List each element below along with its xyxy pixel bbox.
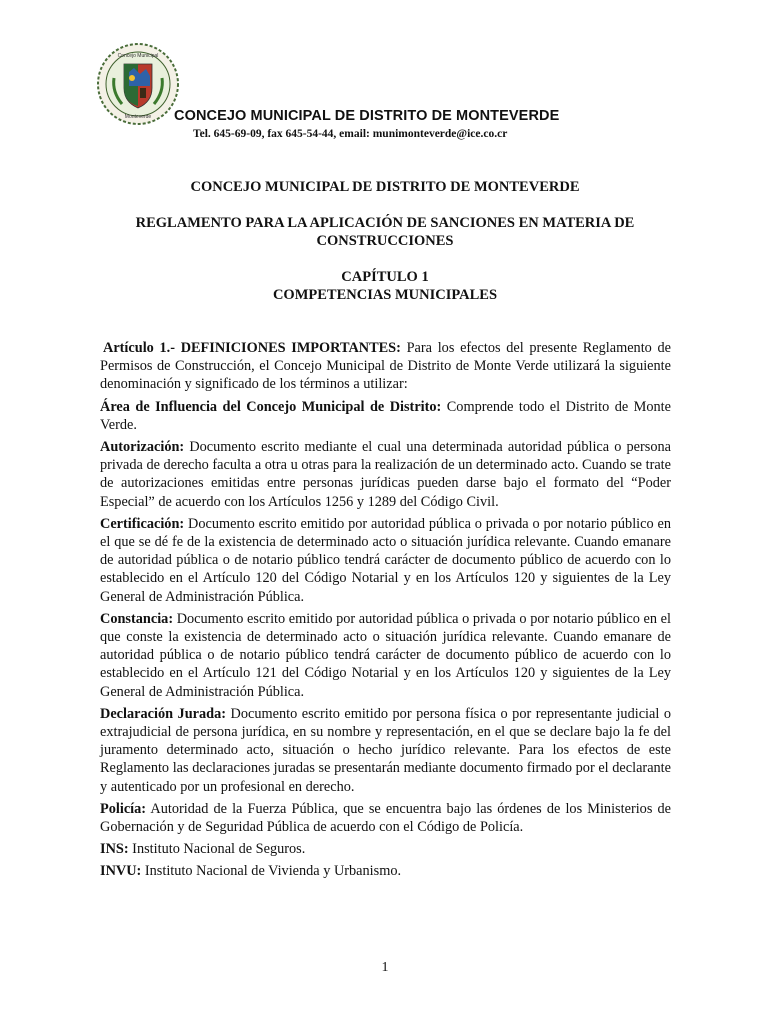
definition-item [100, 800, 671, 836]
chapter-title: COMPETENCIAS MUNICIPALES [272, 287, 498, 303]
definition-text: Comprende todo el Distrito de Monte Verde. [100, 398, 671, 433]
definition-term: Constancia: [100, 610, 174, 627]
definition-text: Instituto Nacional de Seguros. [128, 841, 306, 858]
seal-text-bottom: Monteverde [124, 114, 152, 120]
definition-term: Autorización: [100, 439, 185, 456]
article-text: Para los efectos del presente Reglamento de Permisos de Construcción, el Concejo Municipal de Distrito de Monte Verde utilizará la siguiente denominación y significado de los términos a utilizar: [100, 340, 672, 393]
article-paragraph [100, 339, 671, 394]
page-number: 1 [381, 960, 389, 975]
definition-item [100, 705, 671, 796]
document-body [100, 339, 671, 885]
definition-text: Autoridad de la Fuerza Pública, que se encuentra bajo las órdenes de los Ministerios de Gobernación y de Seguridad Pública de acuerdo con el Código de Policía. [100, 800, 671, 836]
chapter-number: CAPÍTULO 1 [341, 269, 429, 285]
definition-text: Instituto Nacional de Vivienda y Urbanismo. [141, 863, 402, 880]
definition-text: Documento escrito emitido por autoridad pública o privada o por notario público en el que conste la existencia de determinado acto o situación jurídica relevante. Cuando emanare de autoridad pública o de notario público tendrá carácter de documento público de acuerdo con lo establecido en el Artículo 121 del Código Notarial y en los Artículos 120 y siguientes de la Ley General de Administración Pública. [100, 610, 671, 700]
council-name: CONCEJO MUNICIPAL DE DISTRITO DE MONTEVERDE [190, 179, 580, 195]
regulation-title-line2: CONSTRUCCIONES [316, 233, 454, 249]
definition-item [100, 862, 671, 880]
definition-text: Documento escrito emitido por persona física o por representante judicial o extrajudicial de persona jurídica, en su nombre y representación, en el que se declare bajo la fe del juramento determinado acto, situación o hecho jurídico relevante. Para los efectos de este Reglamento las declaraciones juradas se presentarán mediante documento firmado por el declarante y autenticado por un profesional en derecho. [100, 705, 671, 795]
municipal-seal-logo [96, 42, 180, 126]
article-heading: Artículo 1.- DEFINICIONES IMPORTANTES: [103, 340, 401, 356]
definition-item [100, 840, 671, 858]
definition-term: Certificación: [100, 515, 185, 532]
definition-item [100, 398, 671, 434]
definition-item [100, 515, 671, 606]
definition-text: Documento escrito emitido por autoridad pública o privada o por notario público en el que se dé fe de la existencia de determinado acto o situación jurídica relevante. Cuando emanare de autoridad pública o de notario público tendrá carácter de documento público de acuerdo con lo establecido en el Artículo 120 del Código Notarial y en los Artículos 120 y siguientes de la Ley General de Administración Pública. [100, 515, 671, 605]
regulation-title-line1: REGLAMENTO PARA LA APLICACIÓN DE SANCIONES EN MATERIA DE [135, 215, 635, 231]
definition-item [100, 610, 671, 701]
definition-term: Área de Influencia del Concejo Municipal de Distrito: [100, 398, 442, 415]
seal-text-top: Concejo Municipal [117, 53, 159, 59]
letterhead-contact-info: Tel. 645-69-09, fax 645-54-44, email: munimonteverde@ice.co.cr [193, 128, 508, 140]
definition-term: Policía: [100, 800, 147, 817]
definition-text: Documento escrito mediante el cual una determinada autoridad pública o persona privada de derecho faculta a otra u otras para la realización de un determinado acto. Cuando se trate de autorizaciones emitidas entre personas jurídicas pueden darse bajo el formato del “Poder Especial” de acuerdo con los Artículos 1256 y 1289 del Código Civil. [100, 439, 671, 510]
definition-term: Declaración Jurada: [100, 705, 227, 722]
definition-item [100, 438, 671, 511]
definition-term: INVU: [100, 863, 142, 880]
letterhead-org-name: CONCEJO MUNICIPAL DE DISTRITO DE MONTEVERDE [174, 108, 560, 124]
definition-term: INS: [100, 841, 129, 858]
